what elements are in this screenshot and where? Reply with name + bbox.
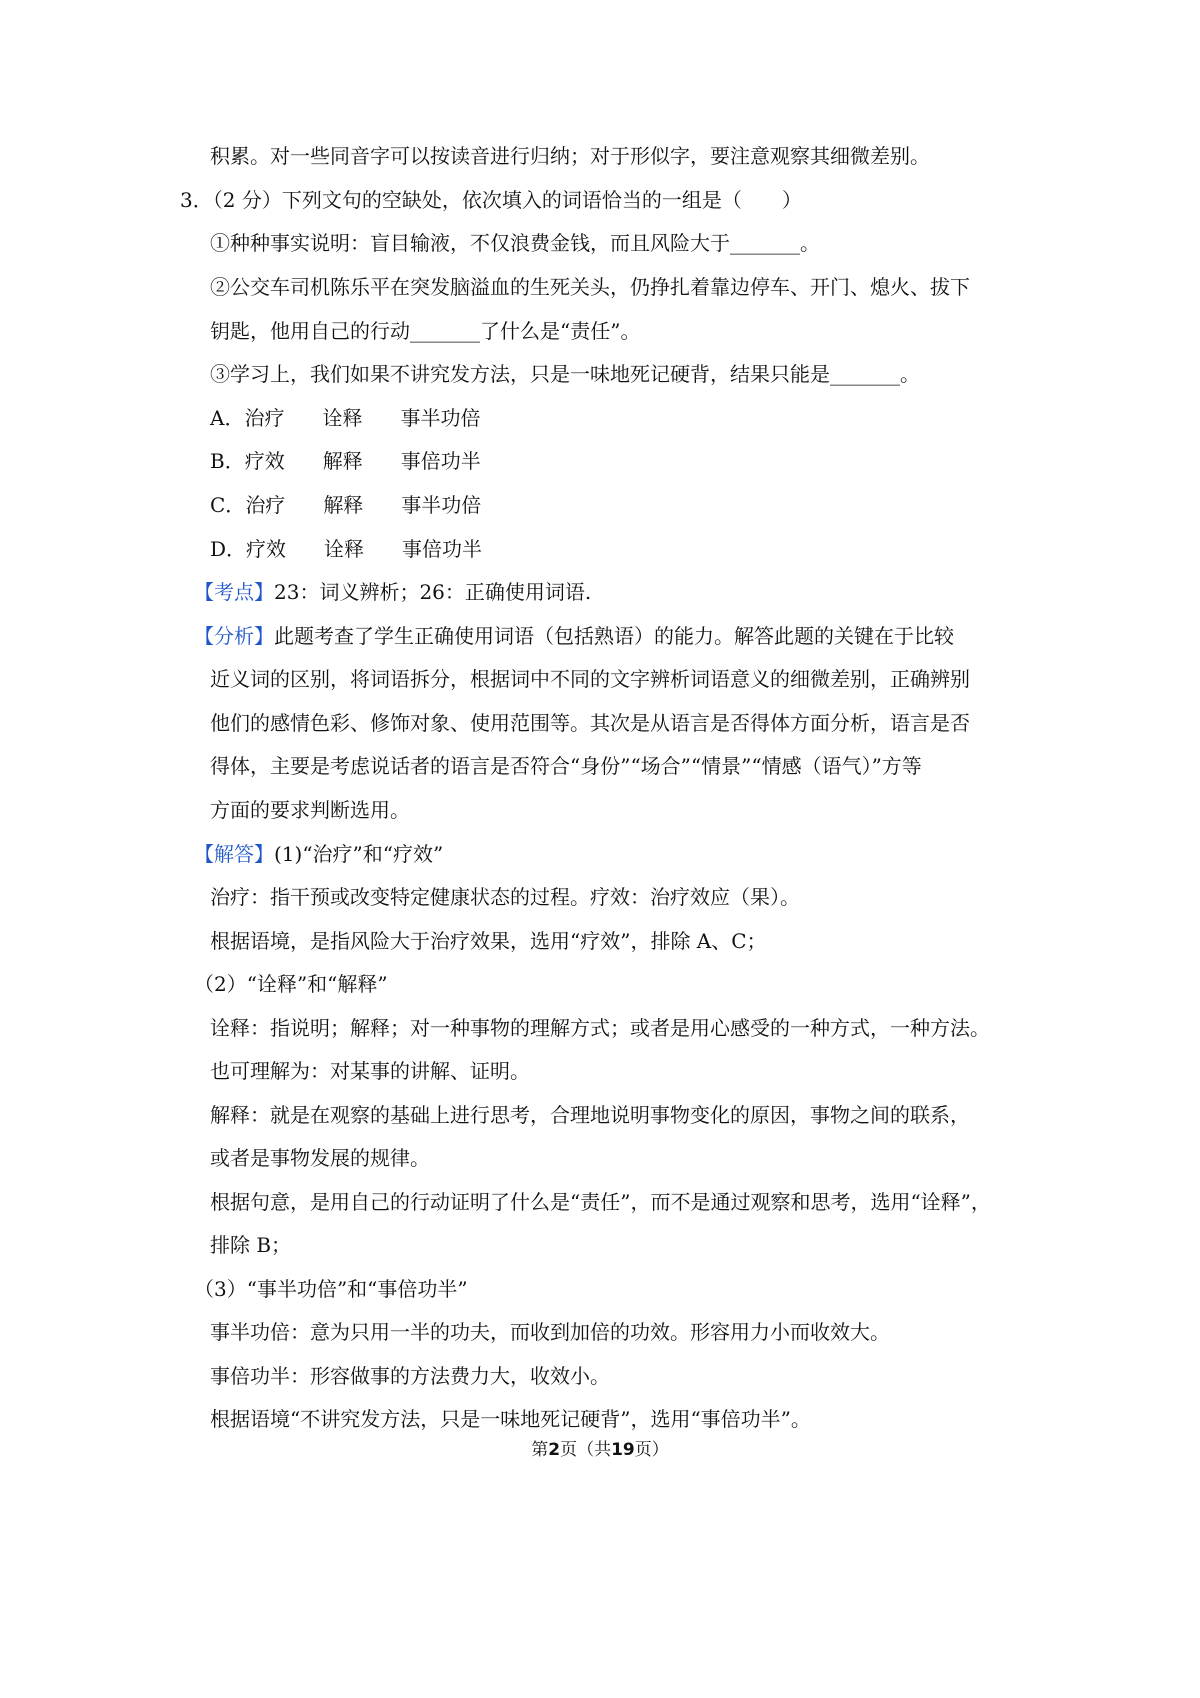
option-word: 诠释: [324, 537, 365, 561]
option-label: D．: [210, 537, 247, 561]
option-d: [210, 535, 482, 563]
option-word: 事半功倍: [401, 493, 482, 517]
jieda-line: 根据语境，是指风险大于治疗效果，选用“疗效”，排除 A、C；: [210, 929, 767, 953]
sentence-2-line-2: 钥匙，他用自己的行动_______了什么是“责任”。: [210, 319, 641, 343]
jieda-line: 诠释：指说明；解释；对一种事物的理解方式；或者是用心感受的一种方式，一种方法。: [210, 1016, 990, 1040]
option-word: 解释: [322, 449, 363, 473]
option-word: 疗效: [246, 537, 287, 561]
option-label: B．: [210, 449, 245, 473]
jieda-text: (1)“治疗”和“疗效”: [274, 842, 444, 866]
fenxi-text: 此题考查了学生正确使用词语（包括熟语）的能力。解答此题的关键在于比较: [274, 624, 954, 648]
fenxi-tag: 【分析】: [194, 624, 274, 648]
fenxi-line: 他们的感情色彩、修饰对象、使用范围等。其次是从语言是否得体方面分析，语言是否: [210, 711, 970, 735]
option-word: 诠释: [322, 406, 363, 430]
kaodian-text: 23：词义辨析；26：正确使用词语.: [274, 580, 592, 604]
fenxi-line: 方面的要求判断选用。: [210, 798, 410, 822]
jieda-line: （3）“事半功倍”和“事倍功半”: [194, 1277, 468, 1301]
sentence-3: ③学习上，我们如果不讲究发方法，只是一味地死记硬背，结果只能是_______。: [210, 362, 920, 386]
option-a: [210, 404, 480, 432]
option-word: 解释: [323, 493, 364, 517]
jieda-line: 事倍功半：形容做事的方法费力大，收效小。: [210, 1364, 610, 1388]
fenxi-line: 得体，主要是考虑说话者的语言是否符合“身份”“场合”“情景”“情感（语气）”方等: [210, 754, 922, 778]
jieda-line: 治疗：指干预或改变特定健康状态的过程。疗效：治疗效应（果）。: [210, 885, 800, 909]
sentence-2-line-1: ②公交车司机陈乐平在突发脑溢血的生死关头，仍挣扎着靠边停车、开门、熄火、拔下: [210, 275, 970, 299]
option-word: 治疗: [245, 493, 286, 517]
option-label: A．: [210, 406, 245, 430]
option-word: 治疗: [244, 406, 285, 430]
jieda-line: 排除 B；: [210, 1233, 292, 1257]
kaodian-section: [194, 578, 591, 606]
footer-middle: 页（共: [560, 1440, 612, 1460]
footer-prefix: 第: [531, 1440, 549, 1460]
total-page-number: 19: [611, 1440, 635, 1460]
jieda-line: 根据句意，是用自己的行动证明了什么是“责任”，而不是通过观察和思考，选用“诠释”，: [210, 1190, 991, 1214]
jieda-line: 或者是事物发展的规律。: [210, 1146, 430, 1170]
jieda-line: 也可理解为：对某事的讲解、证明。: [210, 1059, 530, 1083]
jieda-line: （2）“诠释”和“解释”: [194, 972, 388, 996]
fenxi-section-first-line: [194, 622, 954, 650]
question-number: 3．: [180, 188, 213, 212]
question-stem-text: （2 分）下列文句的空缺处，依次填入的词语恰当的一组是（ ）: [212, 188, 802, 212]
option-label: C．: [210, 493, 246, 517]
option-word: 事倍功半: [400, 449, 481, 473]
current-page-number: 2: [548, 1440, 561, 1460]
option-word: 疗效: [244, 449, 285, 473]
kaodian-tag: 【考点】: [194, 580, 274, 604]
page-footer: [0, 1438, 1200, 1462]
question-stem: [180, 186, 802, 214]
jieda-section-first-line: [194, 840, 443, 868]
option-b: [210, 447, 481, 475]
option-word: 事半功倍: [400, 406, 481, 430]
option-c: [210, 491, 481, 519]
jieda-line: 解释：就是在观察的基础上进行思考，合理地说明事物变化的原因，事物之间的联系，: [210, 1103, 970, 1127]
option-word: 事倍功半: [402, 537, 483, 561]
jieda-line: 根据语境“不讲究发方法，只是一味地死记硬背”，选用“事倍功半”。: [210, 1407, 811, 1431]
footer-suffix: 页）: [634, 1440, 669, 1460]
sentence-1: ①种种事实说明：盲目输液，不仅浪费金钱，而且风险大于_______。: [210, 231, 820, 255]
fenxi-line: 近义词的区别，将词语拆分，根据词中不同的文字辨析词语意义的细微差别，正确辨别: [210, 667, 970, 691]
jieda-line: 事半功倍：意为只用一半的功夫，而收到加倍的功效。形容用力小而收效大。: [210, 1320, 890, 1344]
jieda-tag: 【解答】: [194, 842, 274, 866]
previous-answer-tail: 积累。对一些同音字可以按读音进行归纳；对于形似字，要注意观察其细微差别。: [210, 144, 930, 168]
